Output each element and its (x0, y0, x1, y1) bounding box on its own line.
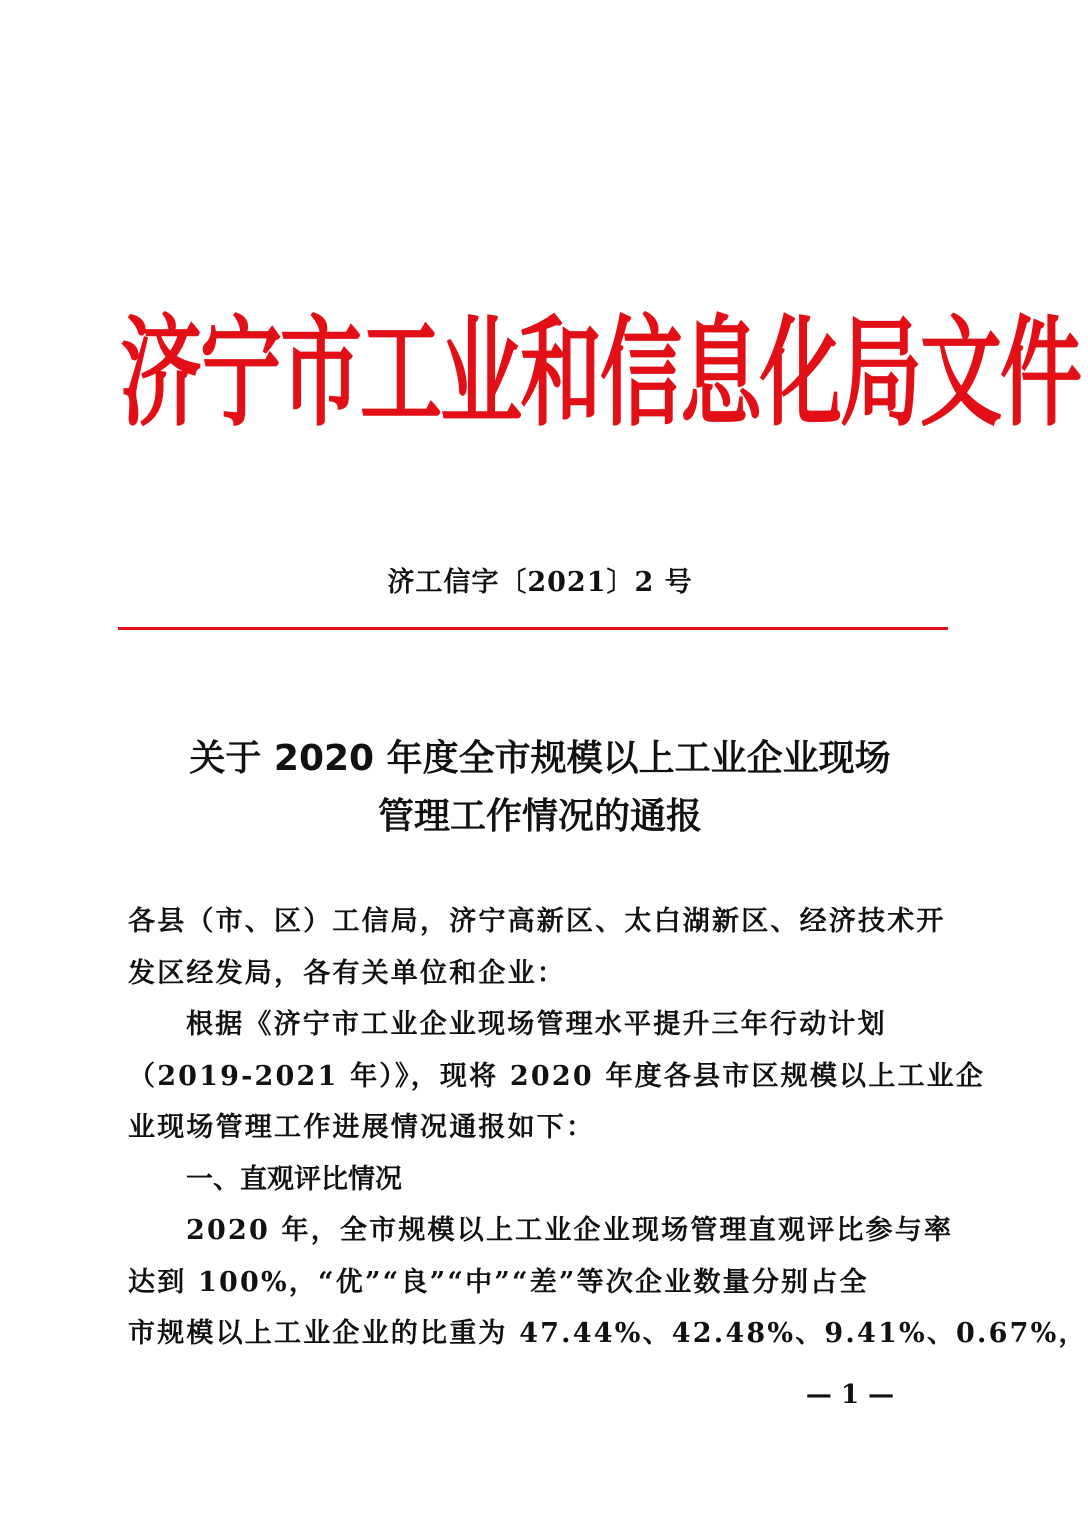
salutation-line-2: 发区经发局，各有关单位和企业： (128, 957, 566, 989)
paragraph-1-line-1: 根据《济宁市工业企业现场管理水平提升三年行动计划 (186, 1009, 887, 1040)
document-title-line-1: 关于 2020 年度全市规模以上工业企业现场 (189, 738, 891, 779)
document-number: 济工信字〔2021〕2 号 (387, 567, 693, 598)
document-title (0, 730, 1080, 846)
document-title-line-2: 管理工作情况的通报 (377, 796, 702, 837)
paragraph-2-line-3: 市规模以上工业企业的比重为 47.44%、42.48%、9.41%、0.67%， (128, 1318, 1088, 1349)
document-body (128, 896, 1088, 1360)
paragraph-2-line-2: 达到 100%，“优”“良”“中”“差”等次企业数量分别占全 (128, 1266, 869, 1298)
red-separator-rule (118, 627, 948, 630)
paragraph-2-line-1: 2020 年，全市规模以上工业企业现场管理直观评比参与率 (186, 1215, 954, 1246)
section-1-heading: 一、直观评比情况 (186, 1163, 402, 1195)
salutation-line-1: 各县（市、区）工信局，济宁高新区、太白湖新区、经济技术开 (128, 906, 946, 937)
masthead-title: 济宁市工业和信息化局文件 (120, 305, 1081, 444)
paragraph-1-line-2: （2019-2021 年）》，现将 2020 年度各县市区规模以上工业企 (128, 1060, 986, 1092)
page-number: — 1 — (805, 1380, 895, 1410)
paragraph-1-line-3: 业现场管理工作进展情况通报如下： (128, 1112, 596, 1143)
